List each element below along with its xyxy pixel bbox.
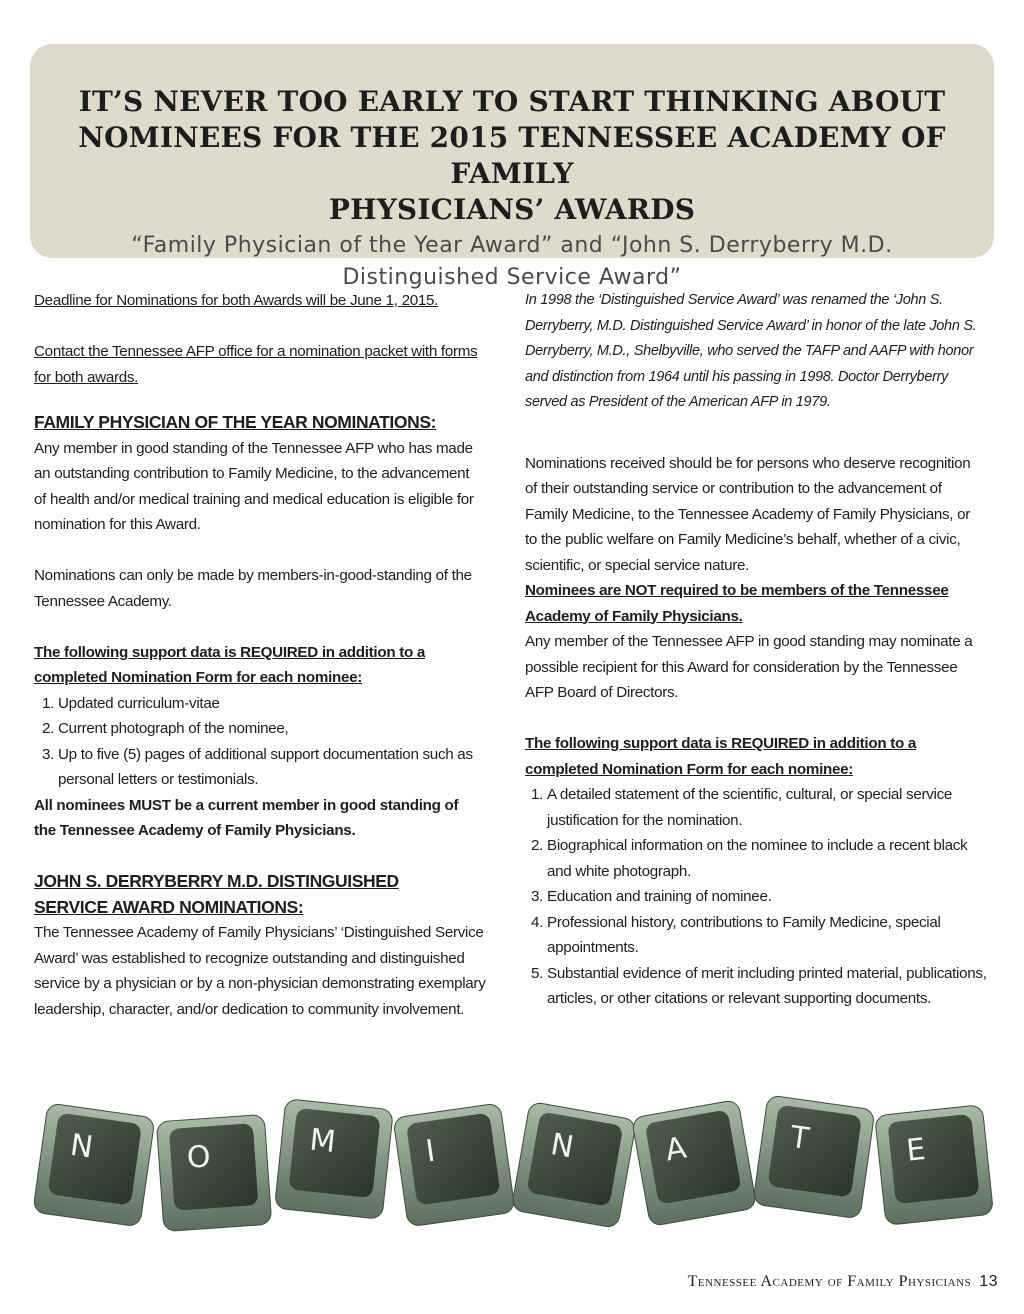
text-line: possible recipient for this Award for consideration by the Tennessee: [525, 658, 958, 676]
deadline-text: Deadline for Nominations for both Awards will be June 1, 2015.: [34, 292, 439, 309]
text-line: Nominations can only be made by members-in-good-standing of the: [34, 567, 472, 584]
left-column: [34, 288, 504, 1022]
keycap-n: [511, 1101, 636, 1228]
text-line: nomination for this Award.: [34, 516, 201, 533]
footer-org: Tennessee Academy of Family Physicians: [687, 1273, 972, 1290]
title-banner: [30, 44, 994, 290]
fpy-required-heading: [34, 640, 504, 691]
page-title: [70, 84, 954, 228]
list-item: 1. A detailed statement of the scientific, cultural, or special service justification for the nomination.: [547, 782, 995, 833]
list-item: 5. Substantial evidence of merit including printed material, publications, articles, or other citations or relevant supporting documents.: [547, 961, 995, 1012]
text-line: Family Medicine, to the Tennessee Academy of Family Physicians, or: [525, 505, 971, 523]
text-line: Nominations received should be for persons who deserve recognition: [525, 454, 971, 472]
text-line: All nominees MUST be a current member in good standing of: [34, 796, 459, 814]
keycap-i: [393, 1103, 515, 1227]
keycap-letter: A: [662, 1130, 689, 1169]
contact-line-1: Contact the Tennessee AFP office for a nomination packet with forms: [34, 343, 478, 360]
fpy-heading: FAMILY PHYSICIAN OF THE YEAR NOMINATIONS:: [34, 412, 437, 432]
dsa-heading: [34, 869, 504, 920]
page-number: 13: [979, 1273, 998, 1290]
list-item: 3. Up to five (5) pages of additional support documentation such as personal letters or testimonials.: [58, 742, 504, 793]
keycap-letter: M: [307, 1122, 338, 1160]
page-footer: [688, 1273, 998, 1291]
nominate-keycaps-image: [34, 1090, 994, 1240]
keycap-t: [753, 1095, 875, 1219]
text-line: Academy of Family Physicians.: [525, 607, 743, 625]
text-line: completed Nomination Form for each nominee:: [34, 669, 363, 686]
title-line-3: PHYSICIANS’ AWARDS: [328, 193, 696, 226]
text-line: scientific, or special service nature.: [525, 556, 750, 574]
keycap-letter: N: [67, 1127, 96, 1166]
page-subtitle: [90, 230, 934, 294]
title-line-1: IT’S NEVER TOO EARLY TO START THINKING ABOUT: [78, 85, 946, 118]
text-line: The following support data is REQUIRED in addition to a: [525, 735, 917, 752]
text-line: Tennessee Academy.: [34, 592, 172, 610]
text-line: In 1998 the ‘Distinguished Service Award’ was renamed the ‘John S.: [525, 292, 943, 308]
text-line: Derryberry, M.D., Shelbyville, who served the TAFP and AAFP with honor: [525, 343, 974, 359]
right-column: [525, 288, 995, 1012]
award-history: [525, 288, 995, 416]
any-member-text: [525, 629, 995, 706]
text-line: the Tennessee Academy of Family Physicians.: [34, 822, 356, 839]
list-item: 2. Current photograph of the nominee,: [58, 716, 504, 742]
text-line: Any member in good standing of the Tennessee AFP who has made: [34, 439, 473, 457]
text-line: service by a physician or by a non-physician demonstrating exemplary: [34, 975, 486, 992]
text-line: served as President of the American AFP in 1979.: [525, 394, 831, 410]
keycap-letter: E: [904, 1131, 928, 1169]
dsa-paragraph-1: [34, 920, 504, 1022]
dsa-required-list: [525, 782, 995, 1012]
text-line: of their outstanding service or contribution to the advancement of: [525, 480, 942, 497]
nominations-received-text: [525, 451, 995, 579]
keycap-letter: N: [548, 1126, 577, 1166]
text-line: leadership, character, and/or dedication to community involvement.: [34, 1000, 465, 1018]
text-line: Any member of the Tennessee AFP in good standing may nominate a: [525, 633, 973, 650]
keycap-letter: O: [185, 1139, 212, 1176]
text-line: JOHN S. DERRYBERRY M.D. DISTINGUISHED: [34, 871, 399, 891]
text-line: completed Nomination Form for each nominee:: [525, 760, 854, 778]
text-line: SERVICE AWARD NOMINATIONS:: [34, 896, 304, 917]
keycap-m: [274, 1099, 393, 1220]
fpy-paragraph-1: [34, 436, 504, 538]
text-line: to the public welfare on Family Medicine’s behalf, whether of a civic,: [525, 531, 961, 548]
keycap-letter: T: [787, 1119, 811, 1157]
text-line: of health and/or medical training and medical education is eligible for: [34, 490, 474, 508]
list-item: 4. Professional history, contributions to Family Medicine, special appointments.: [547, 910, 995, 961]
text-line: AFP Board of Directors.: [525, 684, 679, 701]
text-line: Derryberry, M.D. Distinguished Service Award’ in honor of the late John S.: [525, 317, 977, 334]
dsa-required-heading: [525, 731, 995, 782]
subtitle-line-1: “Family Physician of the Year Award” and “John S. Derryberry M.D.: [131, 233, 893, 258]
contact-text: [34, 339, 504, 390]
fpy-required-list: [34, 691, 504, 793]
text-line: an outstanding contribution to Family Medicine, to the advancement: [34, 465, 470, 482]
list-item: 2. Biographical information on the nominee to include a recent black and white photograph.: [547, 833, 995, 884]
text-line: The following support data is REQUIRED in addition to a: [34, 643, 426, 661]
keycap-e: [875, 1105, 994, 1226]
contact-line-2: for both awards.: [34, 368, 139, 386]
text-line: Nominees are NOT required to be members of the Tennessee: [525, 582, 949, 599]
keycap-o: [156, 1114, 271, 1231]
fpy-membership-note: [34, 793, 504, 844]
title-line-2: NOMINEES FOR THE 2015 TENNESSEE ACADEMY OF FAMILY: [78, 121, 946, 190]
fpy-paragraph-2: [34, 563, 504, 614]
keycap-a: [631, 1099, 756, 1226]
subtitle-line-2: Distinguished Service Award”: [342, 265, 682, 290]
not-required-note: [525, 578, 995, 629]
keycap-letter: I: [423, 1133, 438, 1170]
keycap-n: [34, 1103, 155, 1227]
text-line: The Tennessee Academy of Family Physicians’ ‘Distinguished Service: [34, 924, 484, 941]
text-line: and distinction from 1964 until his passing in 1998. Doctor Derryberry: [525, 368, 949, 385]
text-line: Award’ was established to recognize outstanding and distinguished: [34, 949, 465, 967]
list-item: 3. Education and training of nominee.: [547, 884, 995, 910]
list-item: 1. Updated curriculum-vitae: [58, 691, 504, 717]
